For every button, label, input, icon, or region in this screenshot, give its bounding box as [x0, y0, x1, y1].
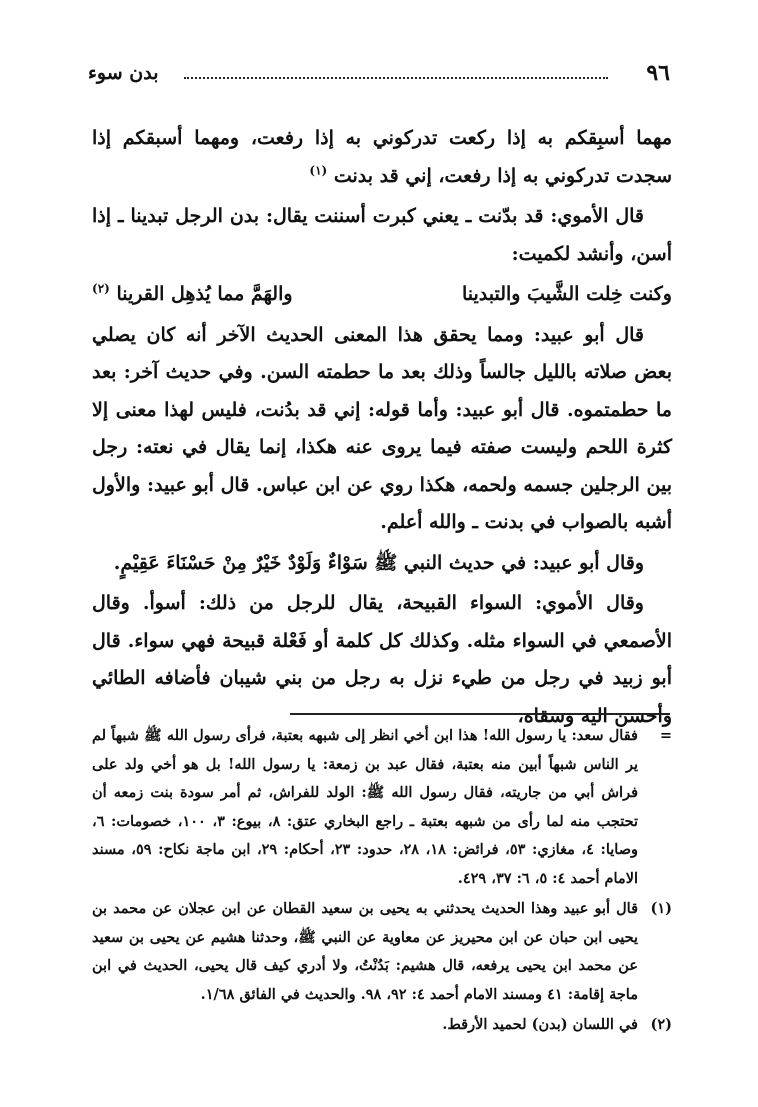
running-title: بدن سوء	[88, 62, 159, 84]
footnote-continued-mark: =	[659, 727, 672, 744]
footnote-1-text: قال أبو عبيد وهذا الحديث يحدثني به يحيى بن سعيد القطان عن ابن عجلان عن محمد بن يحيى ابن حبان عن ابن محيريز عن معاوية عن النبي ﷺ، وحدثنا هشيم عن يحيى بن سعيد عن محمد ابن يحيى يرفعه، قال هشيم: بَدُنْتُ، ولا أدري كيف قال يحيى، الحديث في ابن ماجة إقامة: ٤١ ومسند الامام أحمد ٤: ٩٢، ٩٨. والحديث في الفائق ١/٦٨.	[92, 900, 638, 1003]
footnote-ref-1: (١)	[309, 163, 328, 178]
footnote-ref-2: (٢)	[92, 281, 110, 296]
main-text	[92, 120, 672, 738]
paragraph-1-text: مهما أسبِقكم به إذا ركعت تدركوني به إذا رفعت، ومهما أسبقكم إذا سجدت تدركوني به إذا رفعت، إني قد بدنت	[92, 127, 672, 187]
footnote-1-mark: (١)	[650, 900, 672, 917]
footnote-continued-text: فقال سعد: يا رسول الله! هذا ابن أخي انظر إلى شبهه بعتبة، فرأى رسول الله ﷺ شبهاً لم ير الناس شبهاً أبين منه بعتبة، فقال عبد بن زمعة: يا رسول الله! بل هو أخي ولد على فراش أبي من جاريته، فقال رسول الله ﷺ: الولد للفراش، ثم أمر سودة بنت زمعه أن تحتجب منه لما رأى من شبهه بعتبة ـ راجع البخاري عتق: ٨، بيوع: ٣، ١٠٠، خصومات: ٦، وصايا: ٤، مغازي: ٥٣، فرائض: ١٨، ٢٨، حدود: ٢٣، أحكام: ٢٩، ابن ماجة نكاح: ٥٩، مسند الامام أحمد ٤: ٥، ٦: ٣٧، ٤٢٩.	[92, 727, 639, 887]
verse-hemistich-1: وكنت خِلت الشَّيبَ والتبدينا	[461, 283, 672, 305]
poem-verse	[92, 276, 672, 314]
verse-hemistich-2	[92, 276, 293, 314]
dotted-leader	[184, 77, 608, 79]
footnote-2	[92, 1011, 672, 1040]
footnote-2-text: في اللسان (بدن) لحميد الأرقط.	[442, 1016, 638, 1033]
footnote-1	[92, 895, 672, 1009]
paragraph-2: قال الأموي: قد بدّنت ـ يعني كبرت أسننت يقال: بدن الرجل تبدينا ـ إذا أسن، وأنشد لكميت:	[92, 205, 672, 265]
footnote-separator	[290, 713, 670, 715]
paragraph-5: وقال الأموي: السواء القبيحة، يقال للرجل من ذلك: أسوأ. وقال الأصمعي في السواء مثله. وكذلك كل كلمة أو فَعْلة قبيحة فهي سواء. قال أبو زبيد في رجل من طيء نزل به رجل من بني شيبان فأضافه الطائي وأحسن اليه وسقاه،	[92, 592, 672, 727]
footnote-2-mark: (٢)	[650, 1016, 672, 1033]
paragraph-3: قال أبو عبيد: ومما يحقق هذا المعنى الحديث الآخر أنه كان يصلي بعض صلاته بالليل جالساً وذلك بعد ما حطمته السن. وفي حديث آخر: بعد ما حطمتموه. قال أبو عبيد: وأما قوله: إني قد بدُنت، فليس لهذا معنى إلا كثرة اللحم وليست صفته فيما يروى عنه هكذا، إنما يقال في نعته: رجل بين الرجلين جسمه ولحمه، هكذا روي عن ابن عباس. قال أبو عبيد: والأول أشبه بالصواب في بدنت ـ والله أعلم.	[92, 323, 672, 533]
footnote-continued	[92, 722, 672, 893]
paragraph-4: وقال أبو عبيد: في حديث النبي ﷺ سَوْاءٌ وَلَوْدٌ خَيْرٌ مِنْ حَسْنَاءَ عَقِيْمٍ.	[113, 551, 644, 574]
page-header	[88, 60, 670, 90]
footnotes	[92, 722, 672, 1042]
paragraph-1	[92, 120, 672, 195]
verse-hemistich-2-text: والهَمَّ مما يُذهِل القرينا	[116, 283, 293, 305]
page-number: ٩٦	[646, 60, 670, 86]
